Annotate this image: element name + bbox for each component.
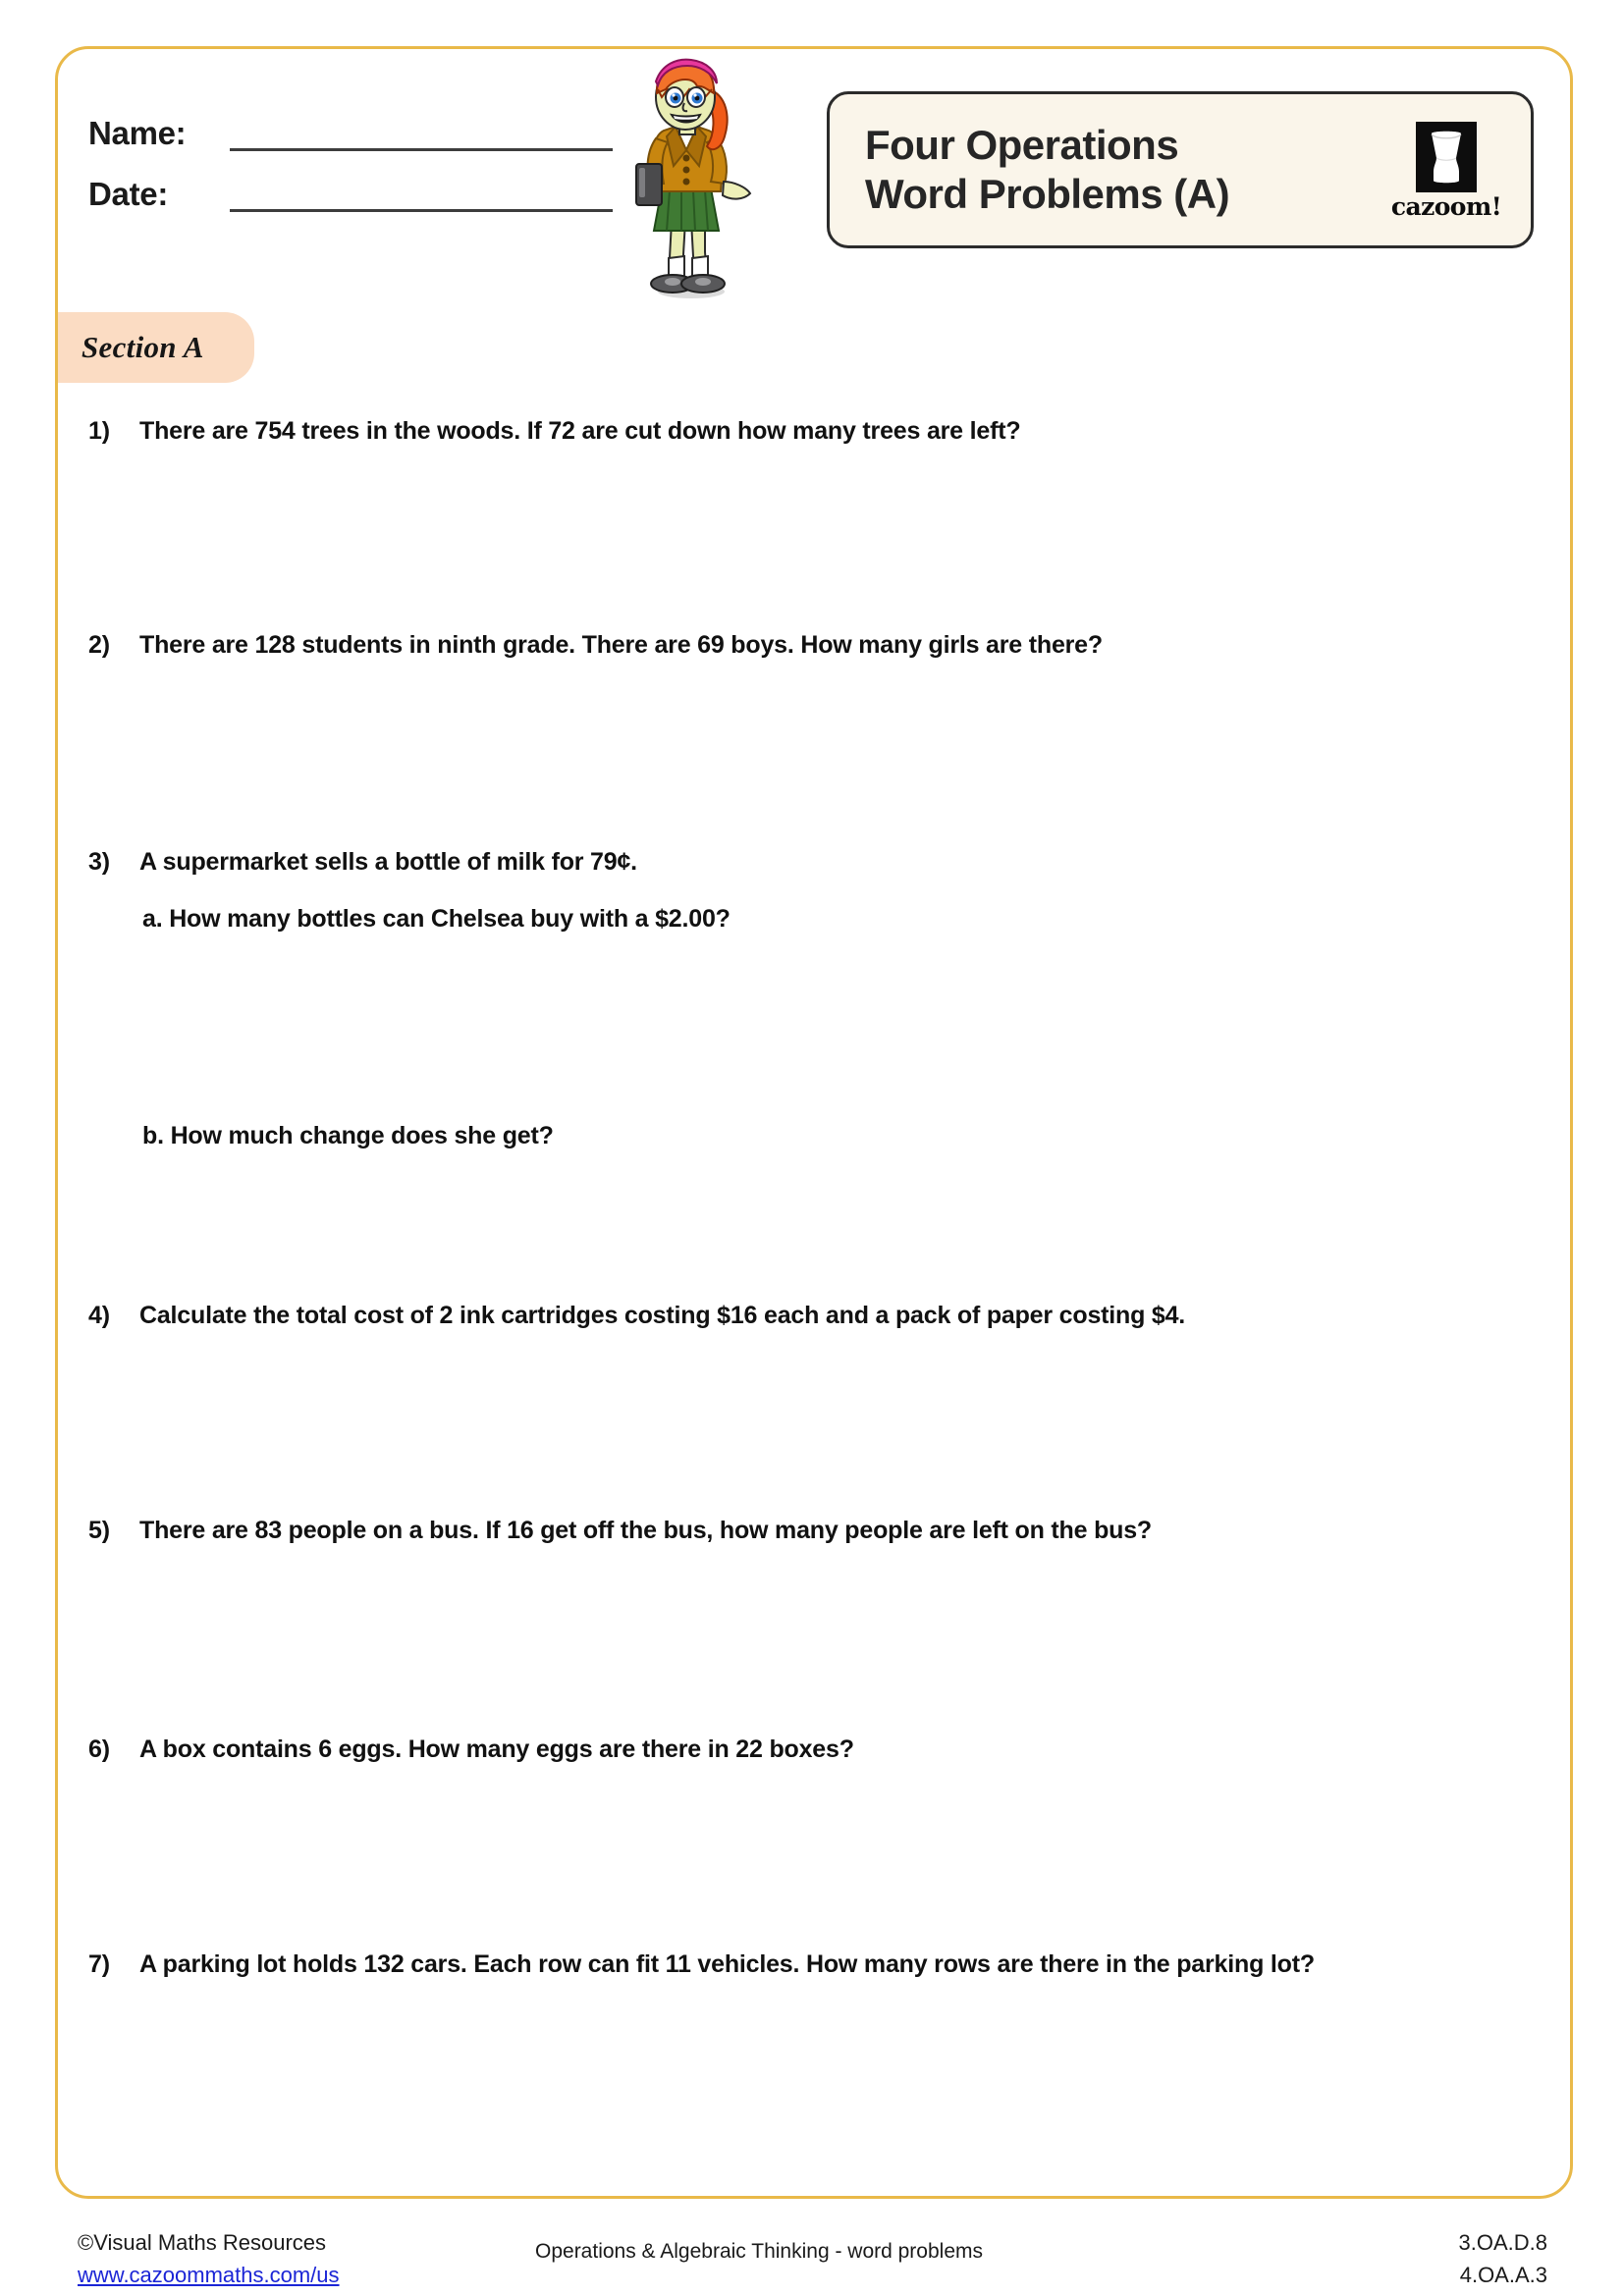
question-item bbox=[88, 1948, 1414, 1982]
cazoom-wordmark: cazoom! bbox=[1390, 191, 1502, 221]
name-input-line[interactable] bbox=[230, 114, 613, 151]
worksheet-title-box bbox=[827, 91, 1534, 248]
standard-code-1: 3.OA.D.8 bbox=[1458, 2230, 1547, 2255]
question-number: 3) bbox=[88, 848, 110, 876]
question-item bbox=[88, 414, 1483, 449]
question-number: 2) bbox=[88, 631, 110, 659]
question-item bbox=[88, 845, 1365, 880]
page-title bbox=[865, 121, 1387, 218]
question-item bbox=[88, 1733, 1463, 1767]
cazoom-drum-icon bbox=[1416, 122, 1477, 192]
question-subpart: b. How much change does she get? bbox=[142, 1122, 554, 1149]
name-date-block bbox=[88, 90, 619, 212]
footer-copyright-block bbox=[78, 2226, 340, 2291]
question-number: 6) bbox=[88, 1735, 110, 1763]
question-text: A box contains 6 eggs. How many eggs are there in 22 boxes? bbox=[139, 1735, 854, 1763]
section-tab bbox=[58, 312, 254, 383]
name-field-row bbox=[88, 90, 619, 151]
worksheet-header bbox=[55, 46, 1573, 301]
question-number: 1) bbox=[88, 417, 110, 445]
date-label: Date: bbox=[88, 175, 169, 212]
schoolgirl-mascot-icon bbox=[613, 56, 760, 301]
question-number: 7) bbox=[88, 1950, 110, 1978]
question-item bbox=[88, 628, 1483, 663]
footer-website-link[interactable]: www.cazoommaths.com/us bbox=[78, 2263, 340, 2287]
date-field-row bbox=[88, 151, 619, 212]
date-input-line[interactable] bbox=[230, 175, 613, 212]
question-text: Calculate the total cost of 2 ink cartridges costing $16 each and a pack of paper costing $4. bbox=[139, 1302, 1186, 1329]
footer-copyright: ©Visual Maths Resources bbox=[78, 2230, 327, 2255]
worksheet-footer bbox=[0, 2216, 1624, 2296]
question-number: 5) bbox=[88, 1517, 110, 1544]
question-subpart: a. How many bottles can Chelsea buy with a $2.00? bbox=[142, 905, 731, 933]
title-line-2: Word Problems (A) bbox=[865, 171, 1230, 217]
question-text: There are 83 people on a bus. If 16 get off the bus, how many people are left on the bus? bbox=[139, 1517, 1152, 1544]
standard-code-2: 4.OA.A.3 bbox=[1459, 2263, 1547, 2287]
question-number: 4) bbox=[88, 1302, 110, 1329]
question-text: There are 128 students in ninth grade. There are 69 boys. How many girls are there? bbox=[139, 631, 1103, 659]
question-text: There are 754 trees in the woods. If 72 are cut down how many trees are left? bbox=[139, 417, 1021, 445]
question-text: A parking lot holds 132 cars. Each row can fit 11 vehicles. How many rows are there in the parking lot? bbox=[139, 1950, 1315, 1978]
title-line-1: Four Operations bbox=[865, 122, 1179, 169]
question-item bbox=[88, 1514, 1424, 1548]
question-item bbox=[88, 1299, 1434, 1333]
question-text: A supermarket sells a bottle of milk for 79¢. bbox=[139, 848, 637, 876]
name-label: Name: bbox=[88, 114, 187, 151]
footer-standards bbox=[1459, 2226, 1547, 2291]
cazoom-logo bbox=[1387, 122, 1505, 219]
footer-topic: Operations & Algebraic Thinking - word problems bbox=[535, 2240, 984, 2263]
section-tab-label: Section A bbox=[81, 330, 204, 364]
